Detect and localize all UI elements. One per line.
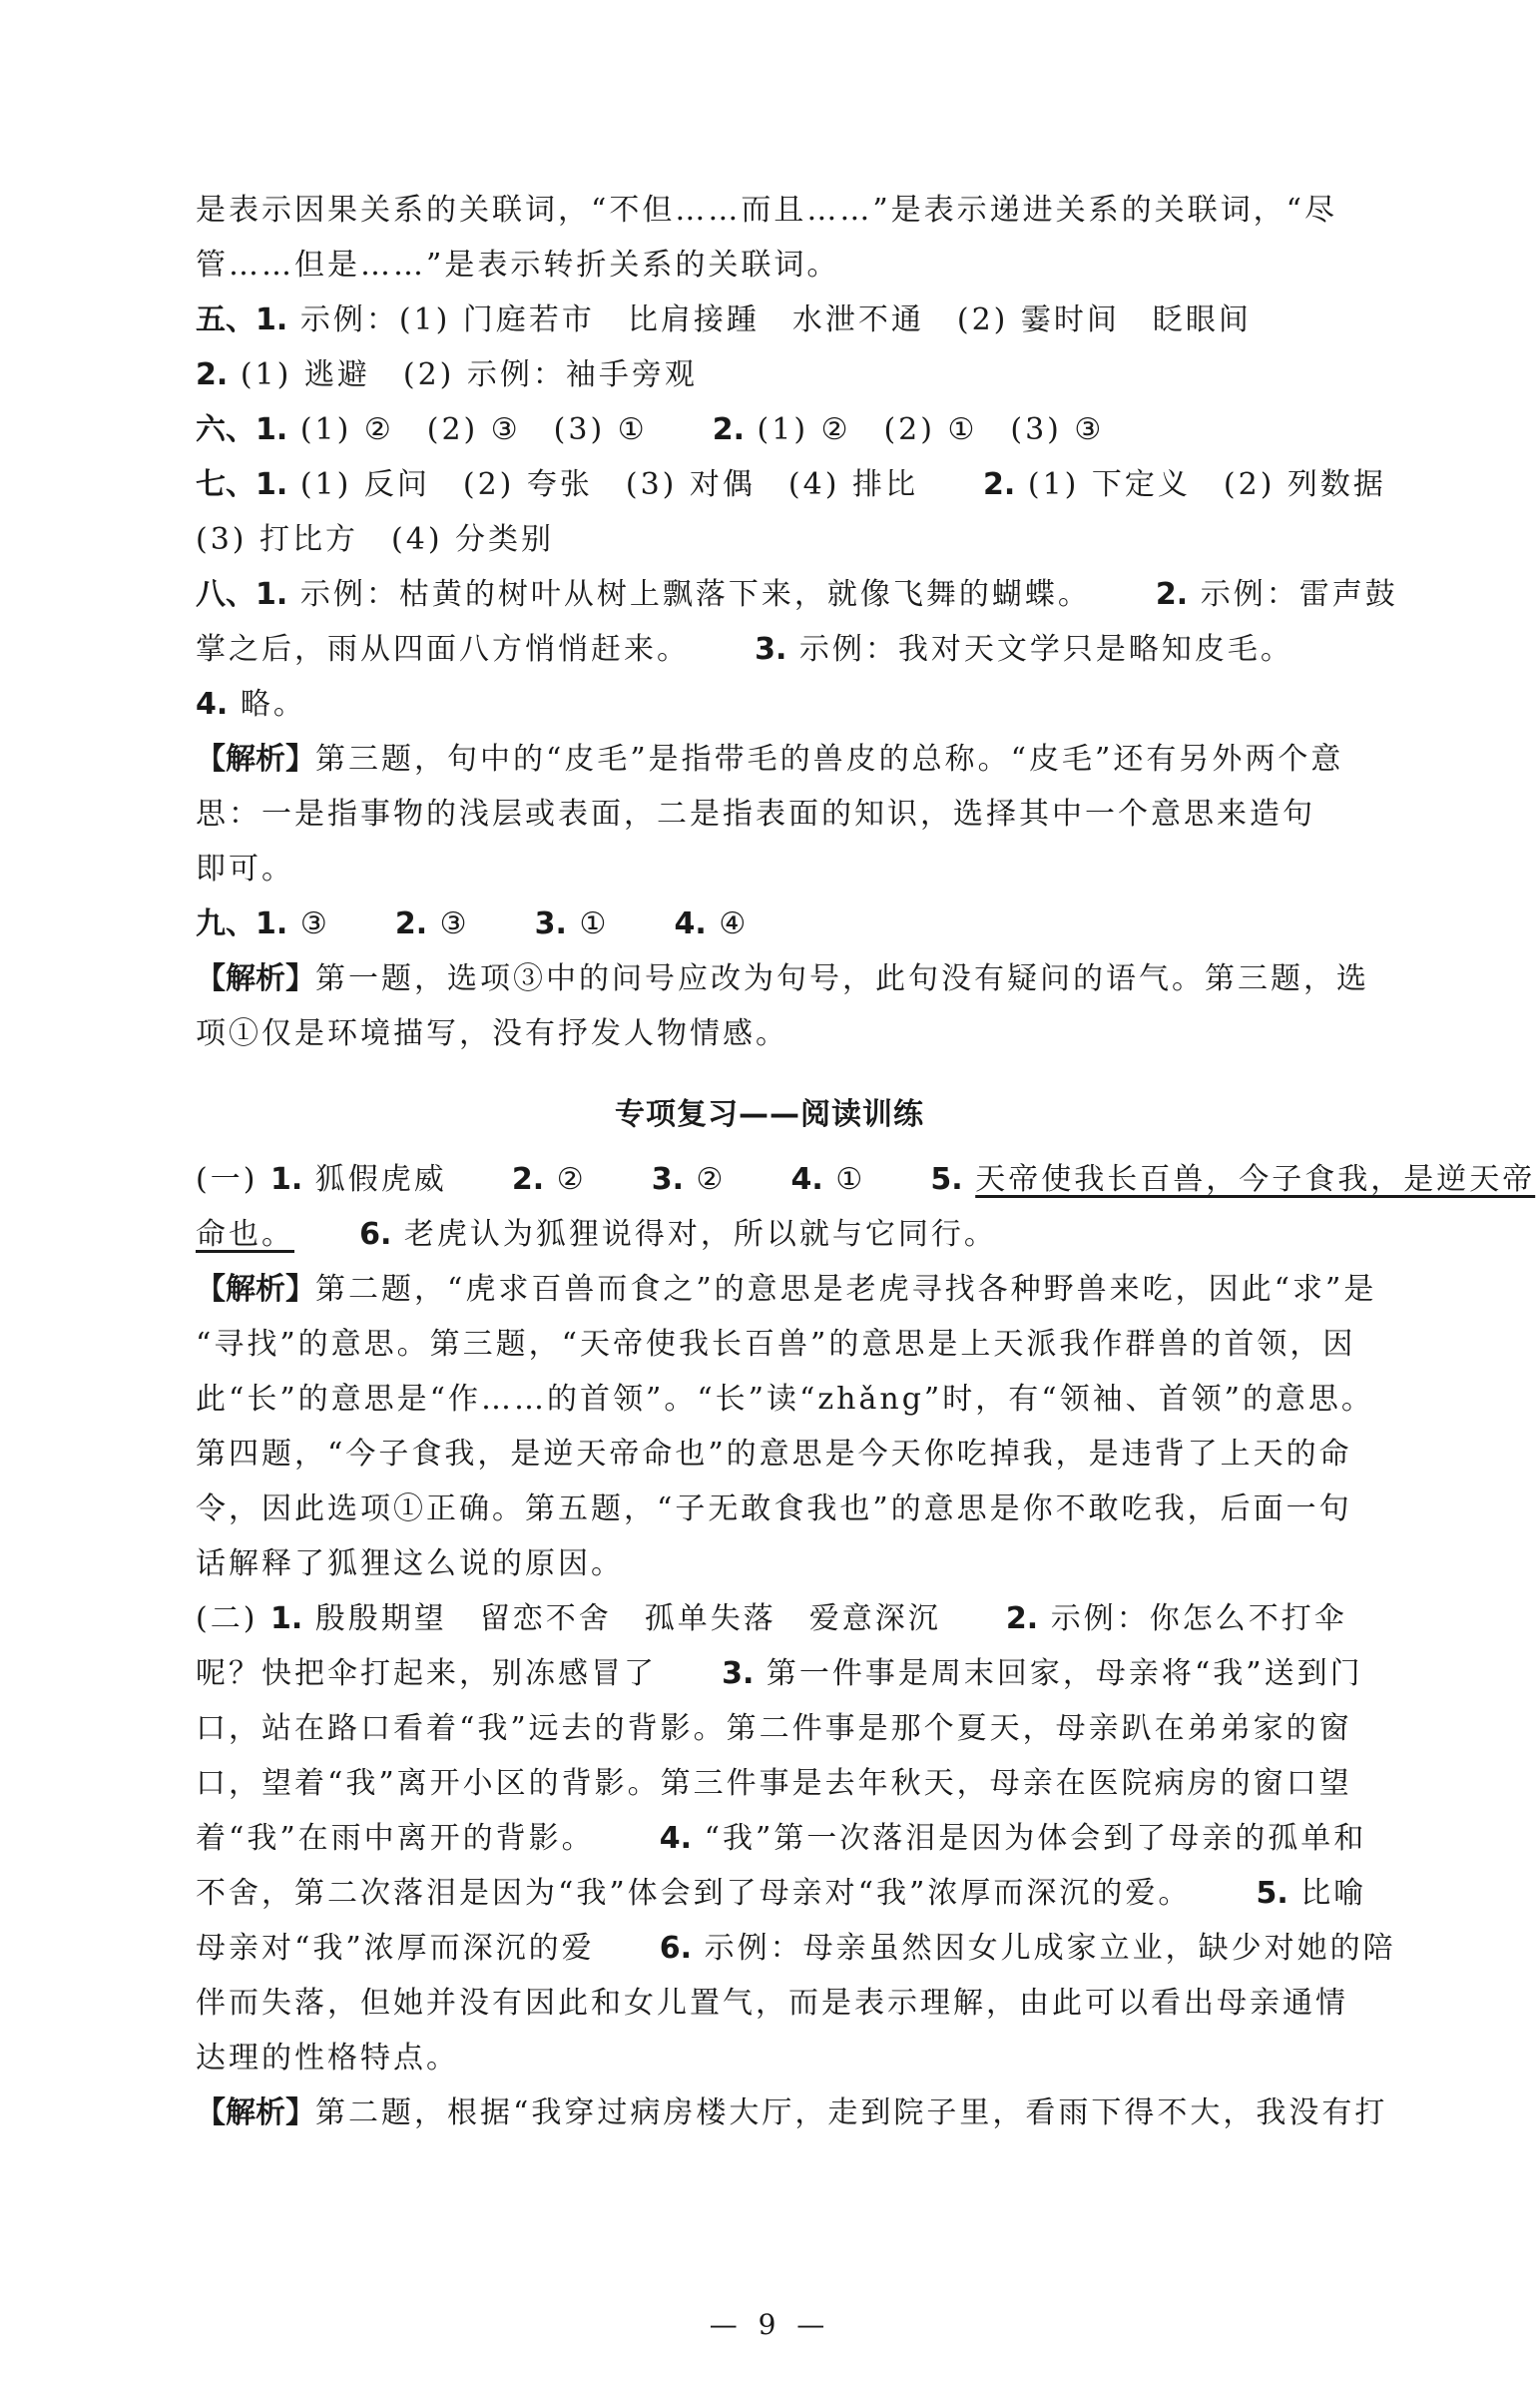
question-label: 6.: [359, 1217, 392, 1252]
analysis-text: 第二题，根据“我穿过病房楼大厅，走到院子里，看雨下得不大，我没有打: [315, 2095, 1388, 2130]
analysis-text: 第三题，句中的“皮毛”是指带毛的兽皮的总称。“皮毛”还有另外两个意: [315, 742, 1344, 777]
question-label: 2.: [394, 906, 428, 941]
question-label: 九、1.: [196, 906, 288, 941]
question-label: 4.: [196, 687, 229, 722]
question-label: 5.: [930, 1162, 963, 1197]
question-label: 2.: [1005, 1601, 1039, 1636]
text-line: 口，望着“我”离开小区的背影。第三件事是去年秋天，母亲在医院病房的窗口望: [196, 1766, 1352, 1801]
answer-section-8-4: [196, 677, 1343, 732]
answer-text: 比喻: [1300, 1876, 1367, 1911]
text-line: 即可。: [196, 852, 294, 887]
reading-part-2-cont: [196, 1921, 1396, 1976]
answer-text: ②: [556, 1162, 587, 1197]
answer-text: 着“我”在雨中离开的背影。: [196, 1821, 595, 1856]
page-number: — 9 —: [709, 2308, 831, 2341]
answer-section-8-cont: [196, 622, 1343, 677]
answer-text: (1) 逃避 (2) 示例：袖手旁观: [240, 357, 698, 392]
answer-section-6: [196, 402, 1343, 457]
analysis-text: 第二题，“虎求百兽而食之”的意思是老虎寻找各种野兽来吃，因此“求”是: [315, 1272, 1377, 1307]
text-line: 是表示因果关系的关联词，“不但……而且……”是表示递进关系的关联词，“尽: [196, 193, 1338, 228]
answer-text: 呢？快把伞打起来，别冻感冒了: [196, 1656, 657, 1691]
text-line: 思：一是指事物的浅层或表面，二是指表面的知识，选择其中一个意思来造句: [196, 797, 1315, 832]
answer-text: “我”第一次落泪是因为体会到了母亲的孤单和: [704, 1821, 1367, 1856]
answer-text: 示例：我对天文学只是略知皮毛。: [798, 632, 1293, 667]
question-label: 4.: [790, 1162, 823, 1197]
answer-text: 第一件事是周末回家，母亲将“我”送到门: [766, 1656, 1363, 1691]
question-label: 1.: [269, 1162, 303, 1197]
question-label: 3.: [722, 1656, 755, 1691]
answer-text: 老虎认为狐狸说得对，所以就与它同行。: [403, 1217, 997, 1252]
question-label: 6.: [659, 1931, 693, 1966]
reading-part-2-cont: [196, 1811, 1367, 1866]
answer-text: ②: [696, 1162, 727, 1197]
question-label: 2.: [511, 1162, 545, 1197]
question-label: 4.: [674, 906, 707, 941]
page-content: [196, 183, 1536, 2140]
answer-section-5: [196, 293, 1343, 347]
answer-text: ③: [439, 906, 470, 941]
answer-text: 殷殷期望 留恋不舍 孤单失落 爱意深沉: [314, 1601, 941, 1636]
text-line: 第四题，“今子食我，是逆天帝命也”的意思是今天你吃掉我，是违背了上天的命: [196, 1437, 1352, 1472]
question-label: 4.: [659, 1821, 693, 1856]
answer-section-5-2: [196, 347, 1343, 402]
analysis-tag: 【解析】: [196, 2095, 315, 2130]
answer-text: (1) ② (2) ① (3) ③: [757, 412, 1105, 447]
text-line: 令，因此选项①正确。第五题，“子无敢食我也”的意思是你不敢吃我，后面一句: [196, 1491, 1352, 1526]
answer-text: ④: [719, 906, 750, 941]
answer-text: 母亲对“我”浓厚而深沉的爱: [196, 1931, 595, 1966]
question-label: 七、1.: [196, 467, 288, 502]
reading-part-2-cont: [196, 1866, 1367, 1921]
reading-part-1: [196, 1152, 1536, 1207]
text-line: 管……但是……”是表示转折关系的关联词。: [196, 248, 840, 283]
question-label: 3.: [534, 906, 567, 941]
question-label: 2.: [983, 467, 1016, 502]
question-label: 2.: [196, 357, 229, 392]
section-title: 专项复习——阅读训练: [615, 1097, 924, 1132]
answer-text: 不舍，第二次落泪是因为“我”体会到了母亲对“我”浓厚而深沉的爱。: [196, 1876, 1192, 1911]
answer-text: ①: [835, 1162, 866, 1197]
answer-text: 示例：(1) 门庭若市 比肩接踵 水泄不通 (2) 霎时间 眨眼间: [299, 302, 1252, 337]
answer-text: ①: [579, 906, 610, 941]
answer-text: (1) 反问 (2) 夸张 (3) 对偶 (4) 排比: [299, 467, 918, 502]
analysis-tag: 【解析】: [196, 961, 315, 996]
question-label: 1.: [269, 1601, 303, 1636]
question-label: 六、1.: [196, 412, 288, 447]
analysis-text: 第一题，选项③中的问号应改为句号，此句没有疑问的语气。第三题，选: [315, 961, 1369, 996]
question-label: 2.: [1155, 577, 1189, 612]
question-label: 3.: [755, 632, 787, 667]
answer-section-8: [196, 567, 1398, 622]
underlined-answer: 命也。: [196, 1217, 294, 1252]
answer-text: 示例：你怎么不打伞: [1050, 1601, 1347, 1636]
question-label: 3.: [651, 1162, 684, 1197]
reading-part-1-cont: [196, 1207, 1343, 1262]
answer-text: (1) ② (2) ③ (3) ①: [299, 412, 648, 447]
analysis-tag: 【解析】: [196, 1272, 315, 1307]
part-prefix: (二): [196, 1601, 258, 1636]
text-line: 话解释了狐狸这么说的原因。: [196, 1546, 624, 1581]
answer-text: 示例：母亲虽然因女儿成家立业，缺少对她的陪: [704, 1931, 1396, 1966]
text-line: 伴而失落，但她并没有因此和女儿置气，而是表示理解，由此可以看出母亲通情: [196, 1986, 1348, 2021]
reading-part-2: [196, 1591, 1347, 1646]
question-label: 5.: [1256, 1876, 1288, 1911]
analysis-tag: 【解析】: [196, 742, 315, 777]
answer-text: 示例：雷声鼓: [1200, 577, 1398, 612]
answer-text: 示例：枯黄的树叶从树上飘落下来，就像飞舞的蝴蝶。: [299, 577, 1091, 612]
question-label: 五、1.: [196, 302, 288, 337]
underlined-answer: 天帝使我长百兽，今子食我，是逆天帝: [975, 1162, 1536, 1197]
analysis-block: [196, 2085, 1388, 2140]
text-line: 此“长”的意思是“作……的首领”。“长”读“zhǎng”时，有“领袖、首领”的意思。: [196, 1382, 1374, 1417]
text-line: 达理的性格特点。: [196, 2041, 459, 2076]
text-line: 口，站在路口看着“我”远去的背影。第二件事是那个夏天，母亲趴在弟弟家的窗: [196, 1711, 1352, 1746]
question-label: 八、1.: [196, 577, 288, 612]
text-line: (3) 打比方 (4) 分类别: [196, 522, 555, 557]
answer-text: 狐假虎威: [314, 1162, 447, 1197]
answer-text: 略。: [240, 687, 306, 722]
analysis-block: [196, 951, 1369, 1006]
reading-part-2-cont: [196, 1646, 1363, 1701]
part-prefix: (一): [196, 1162, 258, 1197]
analysis-block: [196, 732, 1343, 787]
answer-text: ③: [299, 906, 330, 941]
answer-text: 掌之后，雨从四面八方悄悄赶来。: [196, 632, 690, 667]
answer-section-9: [196, 896, 1343, 951]
answer-section-7: [196, 457, 1386, 512]
analysis-block: [196, 1262, 1377, 1317]
answer-text: (1) 下定义 (2) 列数据: [1027, 467, 1386, 502]
text-line: 项①仅是环境描写，没有抒发人物情感。: [196, 1016, 788, 1051]
text-line: “寻找”的意思。第三题，“天帝使我长百兽”的意思是上天派我作群兽的首领，因: [196, 1327, 1356, 1362]
question-label: 2.: [712, 412, 745, 447]
